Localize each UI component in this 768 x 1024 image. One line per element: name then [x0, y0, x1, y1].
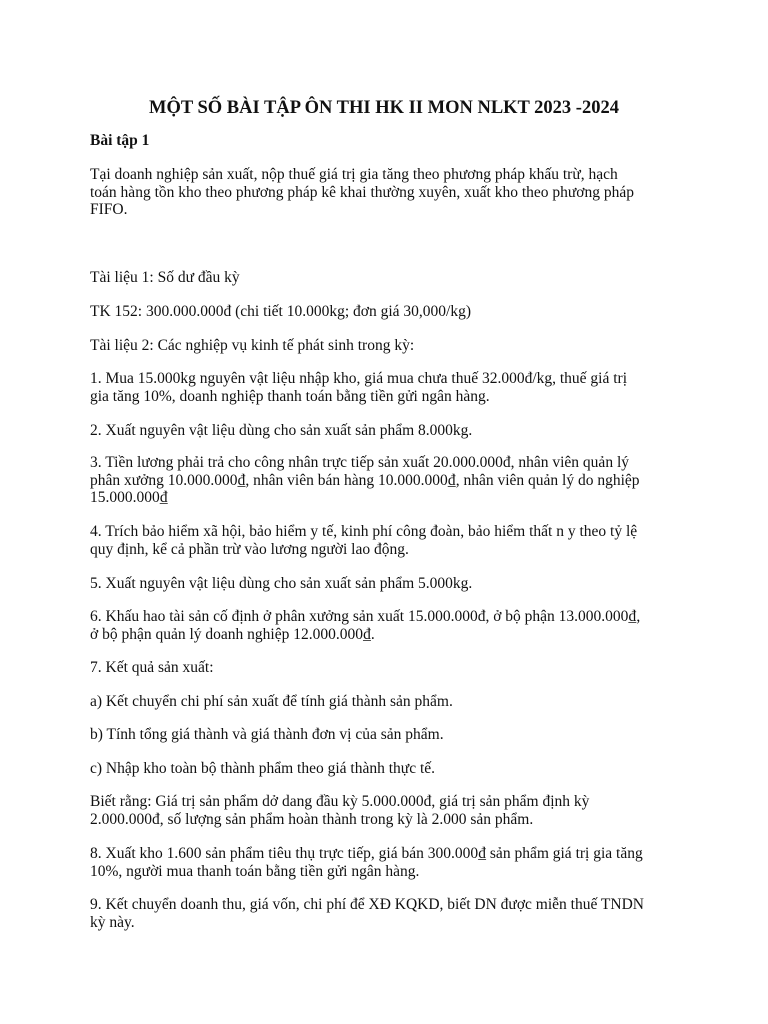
note-paragraph [90, 793, 690, 828]
transaction-item-7b [90, 726, 690, 744]
transaction-line: a) Kết chuyển chi phí sản xuất để tính giá thành sản phẩm. [90, 693, 453, 710]
transaction-item-4 [90, 523, 690, 558]
transaction-line: 4. Trích bảo hiểm xã hội, bảo hiểm y tế, kinh phí công đoàn, bảo hiểm thất n y theo tỷ lệ [90, 523, 638, 540]
transaction-line: 2. Xuất nguyên vật liệu dùng cho sản xuất sản phẩm 8.000kg. [90, 422, 473, 439]
doc2-label-text: Tài liệu 2: Các nghiệp vụ kinh tế phát sinh trong kỳ: [90, 337, 415, 354]
transaction-item-8 [90, 845, 690, 880]
transaction-line: 1. Mua 15.000kg nguyên vật liệu nhập kho, giá mua chưa thuế 32.000đ/kg, thuế giá trị [90, 370, 628, 387]
transaction-item-7c [90, 760, 690, 778]
transaction-line: 15.000.000₫ [90, 489, 168, 506]
transaction-item-7a [90, 693, 690, 711]
transaction-line: ở bộ phận quản lý doanh nghiệp 12.000.000₫. [90, 625, 375, 643]
transaction-line: gia tăng 10%, doanh nghiệp thanh toán bằng tiền gửi ngân hàng. [90, 387, 490, 405]
transaction-line: 7. Kết quả sản xuất: [90, 659, 214, 676]
doc2-label [90, 337, 690, 355]
transaction-item-9 [90, 896, 690, 931]
intro-line: Tại doanh nghiệp sản xuất, nộp thuế giá trị gia tăng theo phương pháp khấu trừ, hạch [90, 166, 618, 183]
intro-paragraph [90, 166, 690, 219]
transaction-line: 8. Xuất kho 1.600 sản phẩm tiêu thụ trực tiếp, giá bán 300.000₫ sản phẩm giá trị gia tăng [90, 845, 643, 862]
intro-line: FIFO. [90, 201, 128, 218]
transaction-line: quy định, kể cả phần trừ vào lương người lao động. [90, 540, 409, 558]
transaction-line: 5. Xuất nguyên vật liệu dùng cho sản xuất sản phẩm 5.000kg. [90, 575, 473, 592]
transaction-line: 3. Tiền lương phải trả cho công nhân trực tiếp sản xuất 20.000.000đ, nhân viên quản lý [90, 454, 629, 471]
opening-balance-text: TK 152: 300.000.000đ (chi tiết 10.000kg; đơn giá 30,000/kg) [90, 303, 472, 320]
intro-line: toán hàng tồn kho theo phương pháp kê khai thường xuyên, xuất kho theo phương pháp [90, 183, 634, 201]
opening-balance [90, 303, 690, 321]
transaction-line: b) Tính tổng giá thành và giá thành đơn vị của sản phẩm. [90, 726, 444, 743]
transaction-line: 2.000.000đ, số lượng sản phẩm hoàn thành trong kỳ là 2.000 sản phẩm. [90, 810, 534, 828]
transaction-line: 9. Kết chuyển doanh thu, giá vốn, chi phí để XĐ KQKD, biết DN được miễn thuế TNDN [90, 896, 644, 913]
transaction-item-2 [90, 422, 690, 440]
transaction-item-5 [90, 575, 690, 593]
document-title: MỘT SỐ BÀI TẬP ÔN THI HK II MON NLKT 2023 -2024 [149, 98, 619, 118]
doc1-label [90, 269, 690, 287]
transaction-line: 10%, người mua thanh toán bằng tiền gửi ngân hàng. [90, 862, 420, 880]
transaction-item-6 [90, 608, 690, 643]
transaction-line: c) Nhập kho toàn bộ thành phẩm theo giá thành thực tế. [90, 760, 436, 777]
transaction-line: Biết rằng: Giá trị sản phẩm dở dang đầu kỳ 5.000.000đ, giá trị sản phẩm định kỳ [90, 793, 590, 810]
transaction-line: 6. Khấu hao tài sản cố định ở phân xưởng sản xuất 15.000.000đ, ở bộ phận 13.000.000₫, [90, 608, 641, 625]
transaction-item-3 [90, 454, 690, 507]
transaction-item-7 [90, 659, 690, 677]
transaction-line: phân xưởng 10.000.000₫, nhân viên bán hàng 10.000.000₫, nhân viên quản lý do nghiệp [90, 471, 640, 489]
transaction-item-1 [90, 370, 690, 405]
transaction-line: kỳ này. [90, 913, 135, 931]
exercise-heading: Bài tập 1 [90, 132, 150, 149]
doc1-label-text: Tài liệu 1: Số dư đầu kỳ [90, 269, 240, 286]
